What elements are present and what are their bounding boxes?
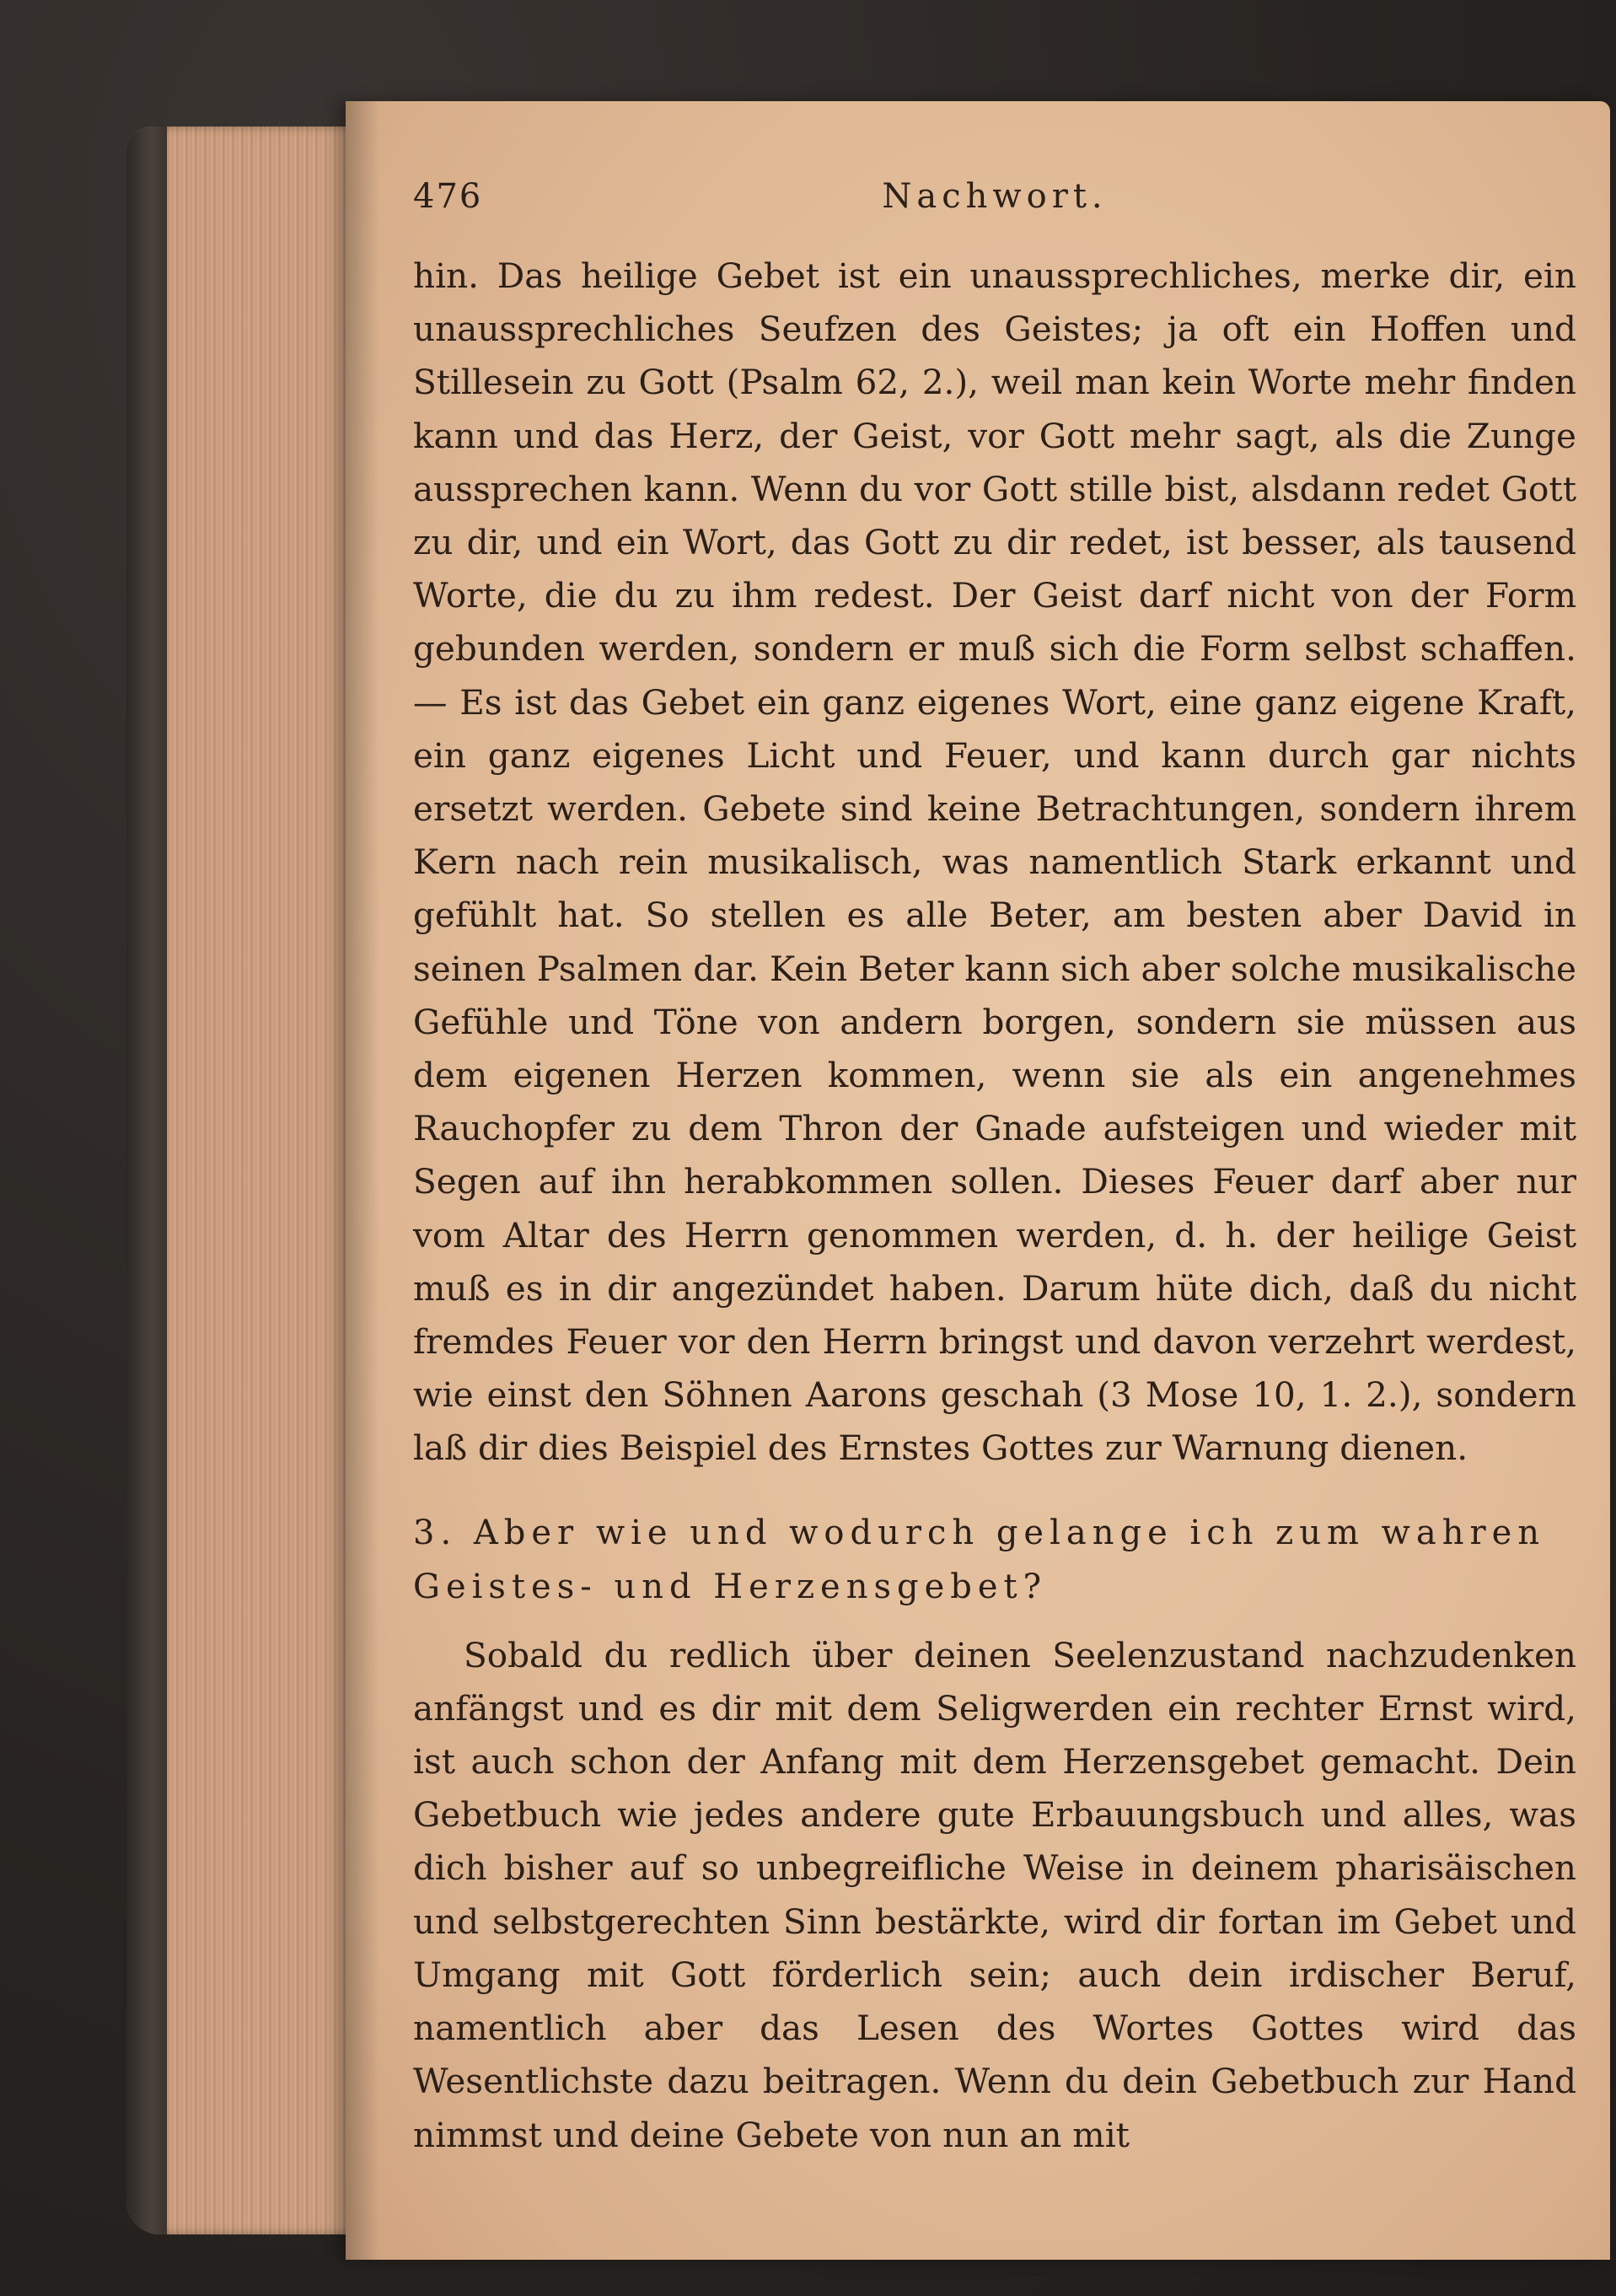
paragraph-1: hin. Das heilige Gebet ist ein unaussprechliches, merke dir, ein unaussprechliches Seufzen des Geistes; ja oft ein Hoffen und Stillesein zu Gott (Psalm 62, 2.), weil man kein Worte mehr finden kann und das Herz, der Geist, vor Gott mehr sagt, als die Zunge aussprechen kann. Wenn du vor Gott stille bist, alsdann redet Gott zu dir, und ein Wort, das Gott zu dir redet, ist besser, als tausend Worte, die du zu ihm redest. Der Geist darf nicht von der Form gebunden werden, sondern er muß sich die Form selbst schaffen. — Es ist das Gebet ein ganz eigenes Wort, eine ganz eigene Kraft, ein ganz eigenes Licht und Feuer, und kann durch gar nichts ersetzt werden. Gebete sind keine Betrachtungen, sondern ihrem Kern nach rein musikalisch, was namentlich Stark erkannt und gefühlt hat. So stellen es alle Beter, am besten aber David in seinen Psalmen dar. Kein Beter kann sich aber solche musikalische Gefühle und Töne von andern borgen, sondern sie müssen aus dem eigenen Herzen kommen, wenn sie als ein angenehmes Rauchopfer zu dem Thron der Gnade aufsteigen und wieder mit Segen auf ihn herabkommen sollen. Dieses Feuer darf aber nur vom Altar des Herrn genommen werden, d. h. der heilige Geist muß es in dir angezündet haben. Darum hüte dich, daß du nicht fremdes Feuer vor den Herrn bringst und davon verzehrt werdest, wie einst den Söhnen Aarons geschah (3 Mose 10, 1. 2.), sondern laß dir dies Beispiel des Ernstes Gottes zur Warnung dienen. (413, 255, 1576, 1469)
book-binding (126, 126, 167, 2234)
section-heading: 3. Aber wie und wodurch gelange ich zum wahren Geistes- und Herzensgebet? (413, 1513, 1546, 1606)
gutter-shadow (346, 101, 379, 2260)
book-page (346, 101, 1610, 2260)
running-title: Nachwort. (882, 177, 1108, 216)
paragraph-2: Sobald du redlich über deinen Seelenzustand nachzudenken anfängst und es dir mit dem Seligwerden ein rechter Ernst wird, ist auch schon der Anfang mit dem Herzensgebet gemacht. Dein Gebetbuch wie jedes andere gute Erbauungsbuch und alles, was dich bisher auf so unbegreifliche Weise in deinem pharisäischen und selbstgerechten Sinn bestärkte, wird dir fortan im Gebet und Umgang mit Gott förderlich sein; auch dein irdischer Beruf, namentlich aber das Lesen des Wortes Gottes wird das Wesentlichste dazu beitragen. Wenn du dein Gebetbuch zur Hand nimmst und deine Gebete von nun an mit (413, 1634, 1576, 2155)
page-number: 476 (413, 177, 483, 216)
page-content (413, 177, 1576, 2162)
running-head (413, 177, 1576, 228)
